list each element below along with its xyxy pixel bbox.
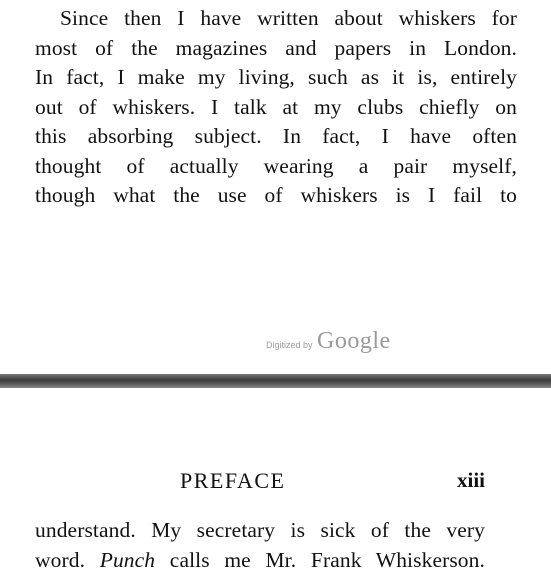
google-logo: Google: [317, 328, 391, 354]
text-line: though what the use of whiskers is I fail to: [35, 181, 517, 211]
text-line: [35, 546, 485, 575]
running-title: PREFACE: [180, 468, 285, 494]
page-bottom: [0, 388, 551, 574]
text-line: Since then I have written about whiskers for: [35, 4, 517, 34]
text-line: out of whiskers. I talk at my clubs chiefly on: [35, 93, 517, 123]
watermark-prefix: Digitized by: [266, 340, 313, 350]
text-segment: word.: [35, 548, 100, 572]
text-line: thought of actually wearing a pair myself,: [35, 152, 517, 182]
top-text-block: [35, 4, 517, 211]
digitized-by-google-watermark: [266, 328, 391, 358]
page-number: xiii: [457, 468, 485, 493]
text-segment: calls me Mr. Frank Whiskerson.: [155, 548, 485, 572]
page-divider: [0, 374, 551, 388]
italic-title: Punch: [100, 548, 155, 572]
text-line: most of the magazines and papers in London.: [35, 34, 517, 64]
running-head: [35, 468, 485, 498]
text-line: understand. My secretary is sick of the very: [35, 516, 485, 546]
text-line: In fact, I make my living, such as it is, entirely: [35, 63, 517, 93]
text-line: this absorbing subject. In fact, I have often: [35, 122, 517, 152]
bottom-text-block: [35, 516, 485, 575]
